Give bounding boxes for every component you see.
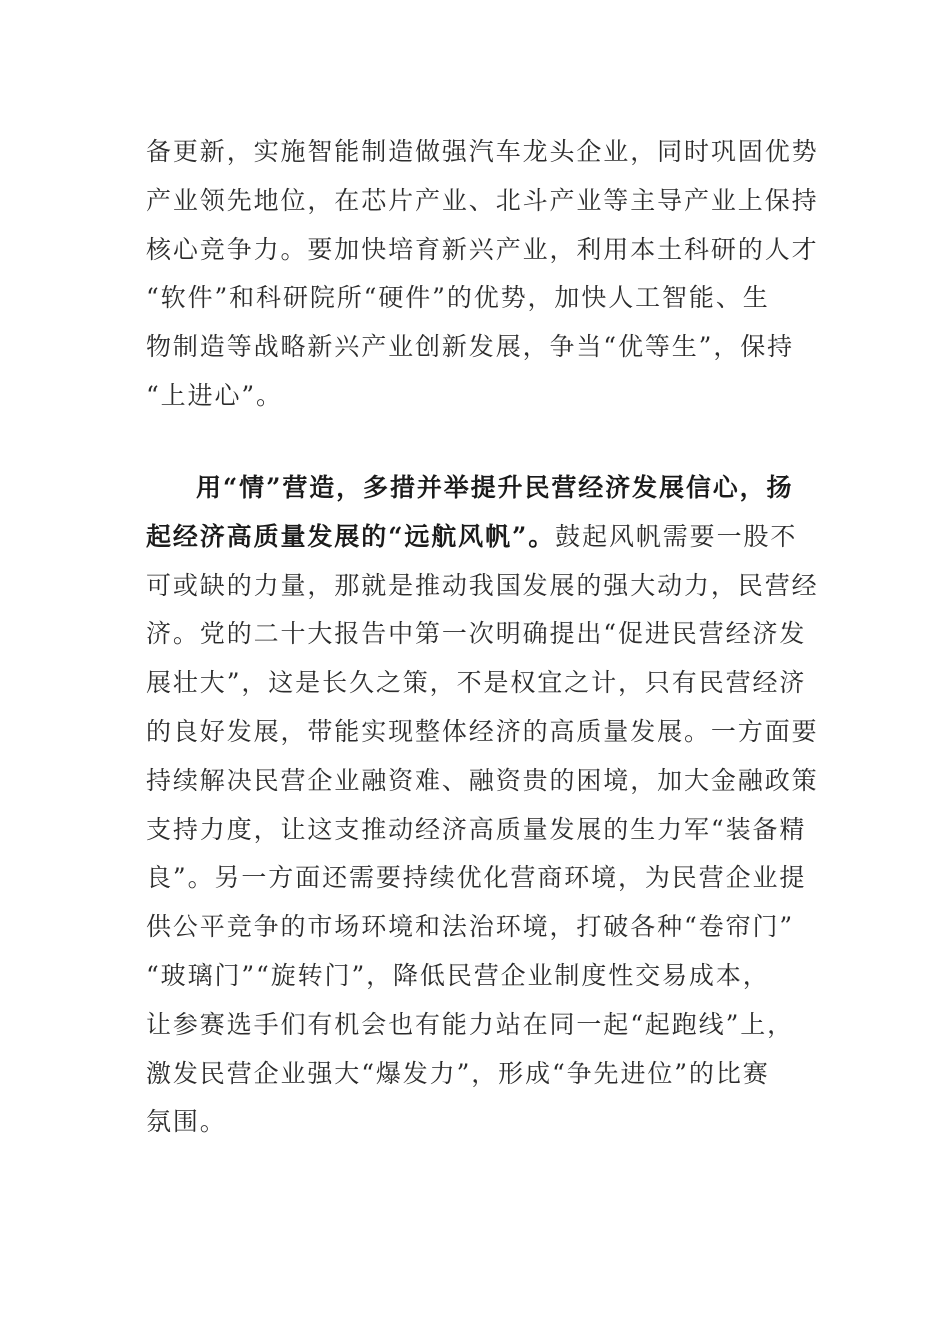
paragraph-line: 济。党的二十大报告中第一次明确提出“促进民营经济发	[146, 619, 807, 649]
paragraph-heading-tail: 起经济高质量发展的“远航风帆”。	[146, 521, 556, 551]
paragraph-heading: 用“情”营造，多措并举提升民营经济发展信心，扬	[196, 473, 794, 502]
paragraph-line: 备更新，实施智能制造做强汽车龙头企业，同时巩固优势	[146, 137, 819, 166]
paragraph-line: 核心竞争力。要加快培育新兴产业，利用本土科研的人才	[146, 234, 819, 264]
paragraph-line: “软件”和科研院所“硬件”的优势，加快人工智能、生	[146, 283, 770, 313]
paragraph-line: 可或缺的力量，那就是推动我国发展的强大动力，民营经	[146, 570, 819, 600]
paragraph-line: 的良好发展，带能实现整体经济的高质量发展。一方面要	[146, 716, 819, 746]
paragraph-line: 物制造等战略新兴产业创新发展，争当“优等生”，保持	[146, 332, 795, 362]
paragraph-2	[146, 464, 819, 1147]
paragraph-line: 供公平竞争的市场环境和法治环境，打破各种“卷帘门”	[146, 912, 795, 942]
paragraph-line: 激发民营企业强大“爆发力”，形成“争先进位”的比赛	[146, 1058, 770, 1088]
paragraph-line: “玻璃门”“旋转门”，降低民营企业制度性交易成本，	[146, 960, 770, 990]
paragraph-line: 支持力度，让这支推动经济高质量发展的生力军“装备精	[146, 814, 807, 844]
paragraph-line: “上进心”。	[146, 380, 283, 410]
paragraph-line: 让参赛选手们有机会也有能力站在同一起“起跑线”上，	[146, 1009, 795, 1039]
paragraph-line: 良”。另一方面还需要持续优化营商环境，为民营企业提	[146, 863, 807, 893]
paragraph-line: 持续解决民营企业融资难、融资贵的困境，加大金融政策	[146, 765, 819, 795]
paragraph-body-start: 鼓起风帆需要一股不	[555, 521, 798, 551]
paragraph-heading-continued	[146, 513, 798, 562]
paragraph-line: 氛围。	[146, 1107, 227, 1137]
paragraph-line: 展壮大”，这是长久之策，不是权宜之计，只有民营经济	[146, 668, 807, 698]
paragraph-1	[146, 128, 819, 421]
paragraph-line: 产业领先地位，在芯片产业、北斗产业等主导产业上保持	[146, 185, 819, 215]
